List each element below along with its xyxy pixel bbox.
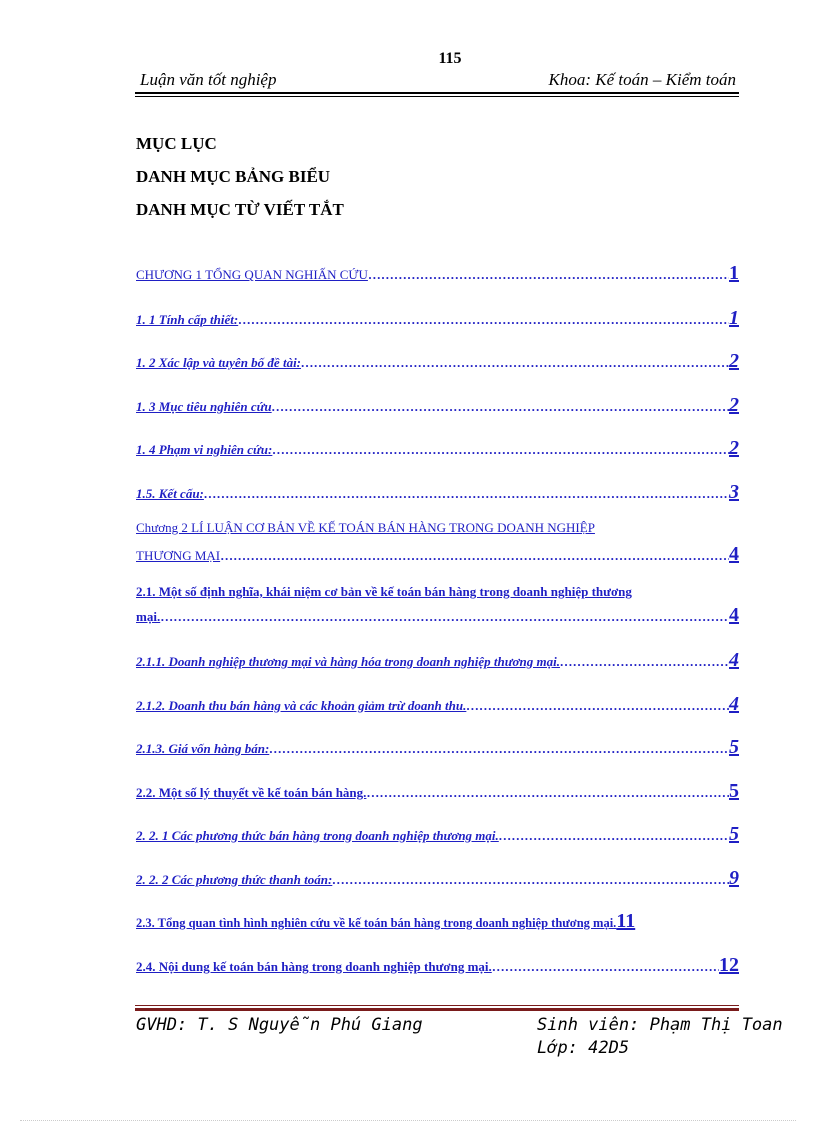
toc-page: 1 [729, 262, 739, 284]
toc-entry-2-1[interactable] [136, 584, 739, 625]
toc-title: CHƯƠNG 1 TỔNG QUAN NGHIẤN CỨU [136, 267, 368, 282]
toc-leader [499, 828, 729, 844]
toc-leader [204, 486, 729, 502]
toc-leader [368, 267, 729, 283]
toc-title: 2. 2. 1 Các phương thức bán hàng trong doanh nghiệp thương mại. [136, 828, 499, 843]
footer-class: Lớp: 42D5 [537, 1038, 630, 1058]
toc-leader [269, 741, 729, 757]
toc-entry-2-1-2[interactable] [136, 694, 739, 714]
front-matter-abbreviations: DANH MỤC TỪ VIẾT TẮT [136, 200, 344, 219]
toc-entry-chapter-2[interactable] [136, 520, 739, 564]
toc-title: 2.4. Nội dung kế toán bán hàng trong doanh nghiệp thương mại. [136, 959, 492, 974]
toc-page: 2 [729, 437, 739, 459]
toc-leader [560, 654, 729, 670]
toc-title-line1: 2.1. Một số định nghĩa, khái niệm cơ bản về kế toán bán hàng trong doanh nghiệp thương [136, 584, 632, 599]
footer-supervisor: GVHD: T. S Nguyễn Phú Giang [136, 1015, 423, 1035]
toc-title-line2: THƯƠNG MẠI [136, 548, 221, 563]
toc-page: 3 [729, 481, 739, 503]
header-rule-thin [135, 96, 739, 97]
front-matter-tables: DANH MỤC BẢNG BIỂU [136, 167, 331, 186]
toc-title-line1: Chương 2 LÍ LUẬN CƠ BẢN VỀ KẾ TOÁN BÁN HÀNG TRONG DOANH NGHIỆP [136, 520, 595, 535]
toc-entry-1-5[interactable] [136, 482, 739, 502]
toc-page: 5 [729, 780, 739, 802]
toc-leader [220, 548, 729, 564]
toc-leader [366, 785, 729, 801]
toc-entry-2-1-1[interactable] [136, 650, 739, 670]
footer-rule [135, 1008, 739, 1011]
toc-page: 5 [729, 736, 739, 758]
toc-entry-2-4[interactable] [136, 955, 739, 975]
toc-title: 2.1.3. Giá vốn hàng bán: [136, 741, 270, 756]
toc-page: 5 [729, 823, 739, 845]
toc-title: 1. 4 Phạm vi nghiên cứu: [136, 442, 273, 457]
page-bottom-border [20, 1120, 796, 1121]
toc-page: 12 [719, 954, 739, 976]
toc-page: 2 [729, 394, 739, 416]
toc-leader [466, 698, 729, 714]
toc-entry-1-3[interactable] [136, 395, 739, 415]
header-rule [135, 92, 739, 94]
front-matter-toc: MỤC LỤC [136, 134, 217, 153]
toc-title: 2. 2. 2 Các phương thức thanh toán: [136, 872, 333, 887]
toc-leader [492, 959, 719, 975]
toc-title: 1. 2 Xác lập và tuyên bố đề tài: [136, 355, 302, 370]
toc-page: 1 [729, 307, 739, 329]
toc-leader [238, 312, 729, 328]
toc-title-line2: mại. [136, 609, 161, 624]
toc-title: 2.1.1. Doanh nghiệp thương mại và hàng hóa trong doanh nghiệp thương mại. [136, 654, 560, 669]
header-right: Khoa: Kế toán – Kiểm toán [548, 70, 736, 89]
toc-page: 4 [729, 693, 739, 715]
toc-title: 1. 3 Mục tiêu nghiên cứu [136, 399, 272, 414]
toc-entry-2-2-1[interactable] [136, 824, 739, 844]
toc-page: 9 [729, 867, 739, 889]
toc-title: 1.5. Kết cấu: [136, 486, 204, 501]
toc-page: 4 [729, 649, 739, 671]
toc-title: 2.3. Tổng quan tình hình nghiên cứu về kế toán bán hàng trong doanh nghiệp thương mại. [136, 916, 617, 930]
toc-page: 11 [616, 910, 636, 932]
toc-entry-2-2-2[interactable] [136, 868, 739, 888]
toc-leader [160, 609, 729, 625]
toc-title: 2.2. Một số lý thuyết về kế toán bán hàng. [136, 785, 367, 800]
toc-entry-2-3[interactable] [136, 911, 739, 931]
toc-leader [272, 442, 729, 458]
toc-leader [301, 355, 729, 371]
toc-leader [272, 399, 729, 415]
toc-entry-2-2[interactable] [136, 781, 739, 801]
footer-rule-thin [135, 1005, 739, 1006]
toc-leader [332, 872, 729, 888]
toc-entry-1-1[interactable] [136, 308, 739, 328]
toc-entry-chapter-1[interactable] [136, 263, 739, 283]
toc-entry-1-2[interactable] [136, 351, 739, 371]
header-left: Luận văn tốt nghiệp [140, 70, 277, 89]
toc-page: 4 [729, 543, 739, 565]
toc-page: 2 [729, 350, 739, 372]
toc-page: 4 [729, 604, 739, 626]
page-number: 115 [438, 50, 462, 67]
toc-title: 1. 1 Tính cấp thiết: [136, 312, 239, 327]
footer-student: Sinh viên: Phạm Thị Toan [537, 1015, 783, 1035]
toc-entry-1-4[interactable] [136, 438, 739, 458]
toc-entry-2-1-3[interactable] [136, 737, 739, 757]
toc-title: 2.1.2. Doanh thu bán hàng và các khoản giảm trừ doanh thu. [136, 698, 467, 713]
